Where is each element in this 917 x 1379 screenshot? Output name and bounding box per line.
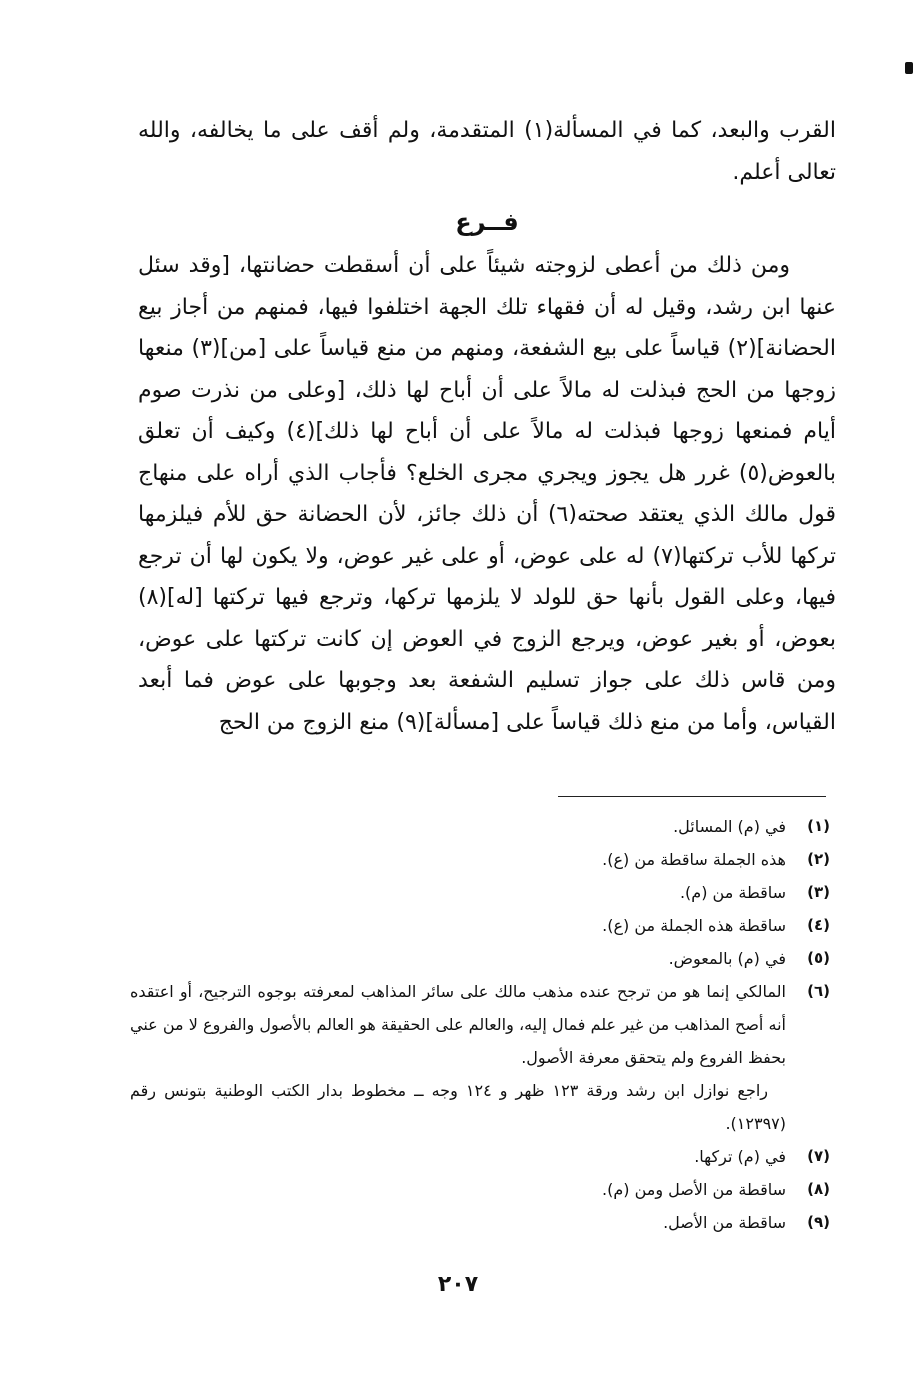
footnote-2 — [130, 843, 830, 876]
footnote-separator — [558, 796, 826, 797]
footnote-number: (٤) — [807, 916, 830, 934]
margin-mark — [905, 62, 913, 74]
footnote-6-continuation: راجع نوازل ابن رشد ورقة ١٢٣ ظهر و ١٢٤ وجه ــ مخطوط بدار الكتب الوطنية بتونس رقم (١٢٣٩٧). — [130, 1081, 786, 1133]
footnote-number: (٥) — [807, 949, 830, 967]
footnote-number: (٦) — [807, 982, 830, 1000]
footnote-text: المالكي إنما هو من ترجح عنده مذهب مالك على سائر المذاهب لمعرفته بوجوه الترجيح، أو اعتقده أنه أصح المذاهب من غير علم فمال إليه، والعالم على الحقيقة هو العالم بالأصول والفروع لا من عني بحفظ الفروع ولم يتحقق معرفة الأصول. — [130, 982, 786, 1067]
paragraph-2: ومن ذلك من أعطى لزوجته شيئاً على أن أسقطت حضانتها، [وقد سئل عنها ابن رشد، وقيل له أن فقهاء تلك الجهة اختلفوا فيها، فمنهم من أجاز بيع الحضانة](٢) قياساً على بيع الشفعة، ومنهم من منع قياساً على [من](٣) منعها زوجها من الحج فبذلت له مالاً على أن أباح لها ذلك، [وعلى من نذرت صوم أيام فمنعها زوجها فبذلت له مالاً على أن أباح لها ذلك](٤) وكيف أن تعلق بالعوض(٥) غرر هل يجوز ويجري مجرى الخلع؟ فأجاب الذي أراه على منهاج قول مالك الذي يعتقد صحته(٦) أن ذلك جائز، لأن الحضانة حق للأم فيلزمها تركها للأب تركتها(٧) له على عوض، أو على غير عوض، ولا يكون لها أن ترجع فيها، وعلى القول بأنها حق للولد لا يلزمها تركها، وترجع فيها تركتها [له](٨) بعوض، أو بغير عوض، ويرجع الزوج في العوض إن كانت تركتها على عوض، ومن قاس ذلك على جواز تسليم الشفعة بعد وجوبها على عوض فما أبعد القياس، وأما من منع ذلك قياساً على [مسألة](٩) منع الزوج من الحج — [138, 253, 836, 735]
footnote-number: (٩) — [807, 1213, 830, 1231]
footnote-1 — [130, 810, 830, 843]
footnote-text: هذه الجملة ساقطة من (ع). — [602, 850, 786, 869]
footnote-number: (٨) — [807, 1180, 830, 1198]
footnote-number: (٣) — [807, 883, 830, 901]
footnote-text: ساقطة من (م). — [679, 883, 786, 902]
footnote-number: (٢) — [807, 850, 830, 868]
footnote-5 — [130, 942, 830, 975]
footnote-7 — [130, 1140, 830, 1173]
footnote-9 — [130, 1206, 830, 1239]
footnote-3 — [130, 876, 830, 909]
footnote-6 — [130, 975, 830, 1074]
paragraph-1: القرب والبعد، كما في المسألة(١) المتقدمة، ولم أقف على ما يخالفه، والله تعالى أعلم. — [138, 118, 836, 185]
footnote-text: ساقطة هذه الجملة من (ع). — [602, 916, 786, 935]
footnote-text: في (م) المسائل. — [673, 817, 786, 836]
footnote-4 — [130, 909, 830, 942]
footnotes-list — [130, 810, 830, 1239]
footnote-text: في (م) بالمعوض. — [668, 949, 786, 968]
footnote-text: ساقطة من الأصل ومن (م). — [602, 1180, 786, 1199]
footnote-number: (٧) — [807, 1147, 830, 1165]
section-heading: فــرع — [455, 208, 519, 236]
footnote-8 — [130, 1173, 830, 1206]
page-number: ٢٠٧ — [437, 1272, 479, 1297]
footnote-number: (١) — [807, 817, 830, 835]
footnote-text: ساقطة من الأصل. — [663, 1213, 786, 1232]
footnote-text: في (م) تركها. — [694, 1147, 786, 1166]
